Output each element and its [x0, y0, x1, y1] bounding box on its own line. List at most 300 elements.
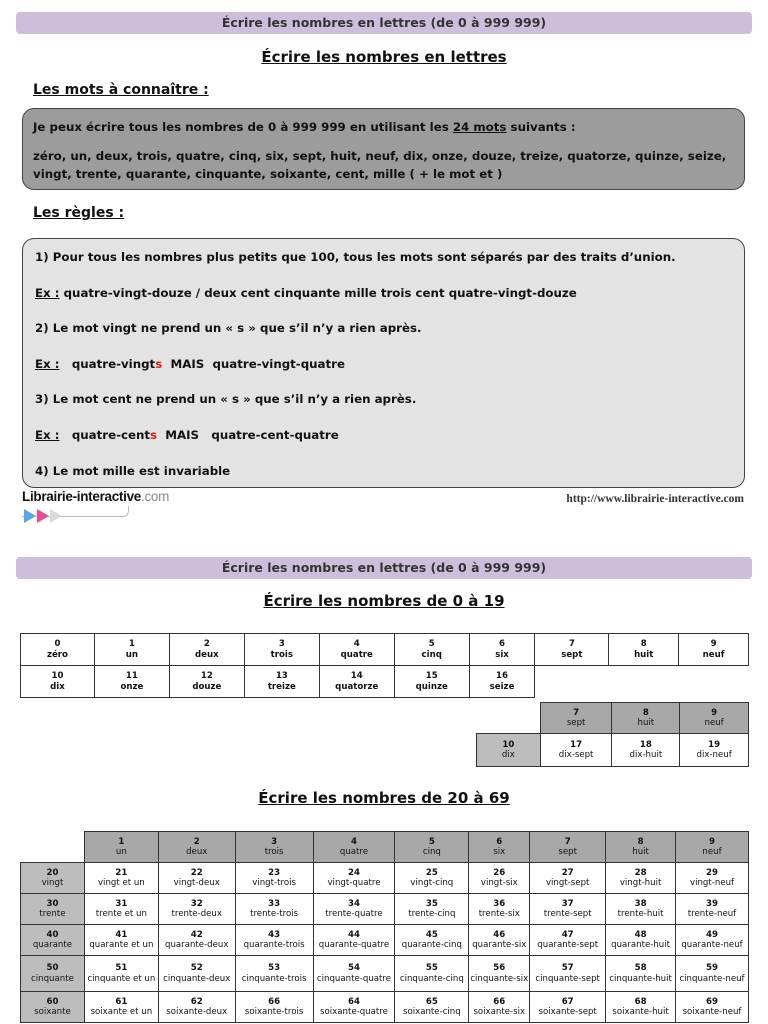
cell-number: 65 — [425, 996, 438, 1007]
number-cell — [84, 894, 158, 925]
example-3-plural-s: s — [150, 427, 158, 442]
cell-word: dix-huit — [629, 750, 663, 760]
rules-box — [22, 238, 745, 488]
cell-word: soixante-huit — [612, 1007, 669, 1017]
cell-word: sept — [558, 847, 577, 857]
footer-logo[interactable] — [22, 489, 169, 504]
number-cell — [394, 634, 469, 666]
number-cell — [235, 894, 313, 925]
cell-word: vingt-neuf — [689, 878, 735, 888]
number-cell — [84, 956, 158, 992]
cell-word: vingt-deux — [173, 878, 220, 888]
number-cell — [395, 956, 469, 992]
cell-word: cinquante-trois — [241, 973, 307, 984]
number-cell — [244, 666, 319, 698]
cell-word: soixante-trois — [244, 1007, 304, 1017]
words-intro-text: Je peux écrire tous les nombres de 0 à 999 999 en utilisant les — [33, 120, 453, 134]
cell-number: 30 — [46, 898, 59, 909]
number-cell — [313, 992, 395, 1023]
words-intro — [33, 118, 734, 136]
cell-word: cinquante-sept — [535, 973, 600, 984]
cell-number: 25 — [425, 867, 438, 878]
cell-word: trente — [39, 909, 66, 919]
cell-word: cinquante — [31, 973, 74, 984]
rule-1: 1) Pour tous les nombres plus petits que 100, tous les mots sont séparés par des traits d’union. — [35, 250, 676, 264]
number-cell — [319, 666, 394, 698]
cell-number: 53 — [268, 963, 281, 973]
cell-number: 67 — [561, 996, 574, 1007]
cell-word: huit — [637, 718, 655, 728]
number-cell — [609, 634, 679, 666]
footer-logo-suffix: .com — [141, 489, 170, 504]
cell-word: quarante-deux — [165, 940, 229, 950]
number-cell — [313, 863, 395, 894]
cell-word: trente-six — [478, 909, 520, 919]
number-cell — [158, 956, 235, 992]
page1-title: Écrire les nombres en lettres — [261, 48, 507, 66]
cell-number: 66 — [268, 996, 281, 1007]
cell-number: 6 — [496, 836, 503, 847]
cell-number: 9 — [709, 836, 715, 847]
cell-word: deux — [186, 847, 208, 857]
cell-number: 51 — [115, 963, 128, 973]
table-row — [21, 863, 749, 894]
cell-number: 34 — [347, 898, 360, 909]
cell-word: deux — [195, 649, 219, 660]
empty-cell — [609, 666, 679, 698]
cell-word: cinquante-six — [470, 973, 529, 984]
table-row — [477, 734, 749, 767]
cell-word: trente-deux — [171, 909, 222, 919]
cell-number: 8 — [642, 707, 649, 718]
cell-number: 47 — [561, 929, 574, 940]
cell-number: 32 — [190, 898, 203, 909]
column-header — [313, 832, 395, 863]
number-cell — [612, 734, 680, 767]
cell-word: trois — [264, 847, 284, 857]
cell-number: 50 — [46, 963, 59, 973]
words-count: 24 mots — [452, 120, 507, 134]
cell-number: 10 — [502, 739, 515, 750]
example-3-counter: quatre-cent-quatre — [211, 427, 339, 442]
cell-word: trente-sept — [543, 909, 592, 919]
number-cell — [313, 956, 395, 992]
number-cell — [84, 992, 158, 1023]
cell-word: trente-cinq — [408, 909, 456, 919]
example-3-word: quatre-cent — [71, 427, 151, 442]
table-row — [21, 925, 749, 956]
row-header — [477, 734, 541, 767]
cell-word: seize — [489, 681, 515, 692]
cell-word: vingt et un — [97, 878, 145, 888]
number-cell — [235, 992, 313, 1023]
cell-number: 28 — [634, 867, 647, 878]
number-cell — [606, 925, 676, 956]
cell-number: 26 — [493, 867, 506, 878]
number-cell — [530, 992, 606, 1023]
cell-number: 39 — [706, 898, 718, 909]
cell-word: soixante-six — [473, 1007, 526, 1017]
number-cell — [469, 894, 530, 925]
cell-word: neuf — [704, 718, 724, 728]
logo-arrows-icon — [24, 509, 62, 523]
example-3 — [35, 426, 732, 462]
number-cell — [679, 634, 749, 666]
cell-word: vingt-six — [480, 878, 518, 888]
cell-number: 20 — [46, 867, 59, 878]
cell-word: cinquante et un — [87, 973, 156, 984]
cell-word: quarante-sept — [537, 940, 599, 950]
cell-word: six — [495, 649, 509, 660]
example-1-text: quatre-vingt-douze / deux cent cinquante mille trois cent quatre-vingt-douze — [59, 285, 577, 300]
number-cell — [606, 863, 676, 894]
cell-word: quarante-quatre — [318, 940, 390, 950]
cell-word: trois — [270, 649, 293, 660]
cell-word: soixante-deux — [166, 1007, 228, 1017]
number-cell — [530, 956, 606, 992]
row-header — [21, 956, 85, 992]
table-0-19 — [20, 633, 749, 698]
number-cell — [676, 956, 749, 992]
table-row — [21, 634, 749, 666]
cell-number: 44 — [347, 929, 360, 940]
cell-number: 7 — [564, 836, 571, 847]
cell-number: 42 — [190, 929, 203, 940]
cell-number: 33 — [268, 898, 281, 909]
cell-word: cinquante-deux — [163, 973, 231, 984]
cell-word: neuf — [702, 649, 725, 660]
corner-cell — [21, 832, 85, 863]
cell-number: 12 — [200, 671, 213, 681]
words-heading: Les mots à connaître : — [33, 82, 209, 98]
cell-word: six — [493, 847, 506, 857]
cell-word: soixante et un — [90, 1007, 153, 1017]
number-cell — [235, 925, 313, 956]
column-header — [395, 832, 469, 863]
row-header — [21, 992, 85, 1023]
cell-number: 64 — [347, 996, 360, 1007]
cell-number: 69 — [706, 996, 718, 1007]
cell-number: 9 — [710, 639, 717, 649]
cell-word: cinquante-huit — [609, 973, 672, 984]
cell-word: quatre — [340, 649, 373, 660]
cell-number: 31 — [115, 898, 128, 909]
empty-cell — [535, 666, 609, 698]
page2-banner: Écrire les nombres en lettres (de 0 à 999 999) — [16, 557, 752, 579]
cell-number: 68 — [634, 996, 647, 1007]
cell-number: 61 — [115, 996, 128, 1007]
cell-word: vingt-cinq — [410, 878, 454, 888]
cell-word: quarante-trois — [243, 940, 305, 950]
cell-number: 59 — [706, 963, 718, 973]
cell-word: sept — [561, 649, 583, 660]
cell-word: cinquante-neuf — [679, 973, 745, 984]
number-cell — [535, 634, 609, 666]
number-cell — [395, 894, 469, 925]
number-cell — [235, 863, 313, 894]
cell-number: 48 — [634, 929, 647, 940]
cell-word: trente et un — [95, 909, 147, 919]
cell-word: neuf — [702, 847, 722, 857]
cell-number: 6 — [499, 639, 506, 649]
rule-4: 4) Le mot mille est invariable — [35, 463, 231, 478]
cell-number: 55 — [425, 963, 438, 973]
number-cell — [319, 634, 394, 666]
cell-word: cinquante-quatre — [316, 973, 392, 984]
example-2 — [35, 355, 732, 391]
cell-word: huit — [634, 649, 654, 660]
cell-word: trente-trois — [250, 909, 299, 919]
rules-heading: Les règles : — [33, 205, 125, 221]
cell-word: trente-huit — [617, 909, 664, 919]
cell-number: 35 — [425, 898, 438, 909]
number-cell — [530, 894, 606, 925]
cell-word: soixante-neuf — [682, 1007, 742, 1017]
example-2-word: quatre-vingt — [71, 356, 156, 371]
cell-word: quinze — [415, 681, 448, 692]
example-2-counter: quatre-vingt-quatre — [212, 356, 345, 371]
number-cell — [606, 992, 676, 1023]
cell-number: 54 — [347, 963, 360, 973]
cell-number: 45 — [425, 929, 438, 940]
cell-word: trente-quatre — [325, 909, 383, 919]
cell-number: 62 — [190, 996, 203, 1007]
cell-number: 3 — [278, 639, 285, 649]
number-cell — [21, 666, 95, 698]
cell-number: 52 — [190, 963, 203, 973]
number-cell — [469, 634, 535, 666]
table-header-row — [477, 703, 749, 734]
column-header — [676, 832, 749, 863]
cell-number: 14 — [350, 671, 363, 681]
page1-banner: Écrire les nombres en lettres (de 0 à 999 999) — [16, 12, 752, 34]
example-2-plural-s: s — [155, 356, 163, 371]
cell-number: 18 — [639, 739, 652, 750]
cell-word: dix — [501, 750, 515, 760]
number-cell — [158, 925, 235, 956]
example-2-mais: MAIS — [170, 356, 205, 371]
table-header-row — [21, 832, 749, 863]
cell-number: 5 — [428, 836, 435, 847]
column-header — [469, 832, 530, 863]
row-header — [21, 925, 85, 956]
cell-number: 0 — [54, 639, 61, 649]
cell-word: vingt-trois — [252, 878, 296, 888]
number-cell — [395, 863, 469, 894]
cell-word: quatre — [339, 847, 369, 857]
cell-number: 17 — [570, 739, 583, 750]
cell-number: 13 — [275, 671, 288, 681]
corner-cell — [477, 703, 541, 734]
number-cell — [676, 925, 749, 956]
cell-number: 36 — [493, 898, 506, 909]
cell-number: 7 — [573, 707, 580, 718]
cell-word: soixante-sept — [538, 1007, 597, 1017]
column-header — [680, 703, 749, 734]
number-cell — [21, 634, 95, 666]
number-cell — [469, 666, 535, 698]
column-header — [540, 703, 612, 734]
table-row — [21, 894, 749, 925]
table-row — [21, 992, 749, 1023]
column-header — [612, 703, 680, 734]
cell-number: 3 — [271, 836, 278, 847]
cell-number: 15 — [425, 671, 438, 681]
rule-2: 2) Le mot vingt ne prend un « s » que s’il n’y a rien après. — [35, 321, 422, 336]
column-header — [235, 832, 313, 863]
row-header — [21, 863, 85, 894]
example-label: Ex : — [35, 285, 60, 300]
cell-word: quarante — [32, 940, 72, 950]
number-cell — [94, 634, 169, 666]
cell-number: 58 — [634, 963, 647, 973]
cell-word: vingt-quatre — [327, 878, 381, 888]
cell-number: 8 — [637, 836, 644, 847]
title-0-19: Écrire les nombres de 0 à 19 — [263, 592, 505, 610]
cell-number: 22 — [190, 867, 203, 878]
cell-number: 2 — [203, 639, 210, 649]
cell-word: quarante-huit — [611, 940, 670, 950]
number-cell — [158, 863, 235, 894]
number-cell — [169, 666, 244, 698]
example-1 — [35, 284, 732, 320]
column-header — [84, 832, 158, 863]
cell-number: 40 — [46, 929, 59, 940]
cell-number: 11 — [125, 671, 138, 681]
cell-number: 57 — [561, 963, 574, 973]
title-20-69: Écrire les nombres de 20 à 69 — [258, 789, 510, 807]
number-cell — [94, 666, 169, 698]
cell-number: 43 — [268, 929, 281, 940]
number-cell — [394, 666, 469, 698]
number-cell — [395, 992, 469, 1023]
table-20-69 — [20, 831, 749, 1023]
cell-word: un — [125, 649, 139, 660]
cell-word: un — [115, 847, 127, 857]
cell-number: 5 — [428, 639, 435, 649]
number-cell — [530, 863, 606, 894]
cell-word: quarante-neuf — [681, 940, 743, 950]
words-list: zéro, un, deux, trois, quatre, cinq, six, sept, huit, neuf, dix, onze, douze, treize, quatorze, quinze, seize, vingt, trente, quarante, cinquante, soixante, cent, mille ( + le mot et ) — [33, 149, 727, 181]
cell-word: quatorze — [335, 681, 379, 692]
cell-word: quarante-cinq — [401, 940, 462, 950]
number-cell — [676, 992, 749, 1023]
cell-number: 21 — [115, 867, 128, 878]
cell-word: dix — [50, 681, 65, 692]
table-17-19 — [476, 702, 749, 767]
cell-number: 27 — [561, 867, 574, 878]
table-row — [21, 666, 749, 698]
number-cell — [158, 894, 235, 925]
cell-number: 41 — [115, 929, 128, 940]
cell-word: zéro — [46, 649, 68, 660]
cell-word: trente-neuf — [687, 909, 737, 919]
number-cell — [676, 894, 749, 925]
table-row — [21, 956, 749, 992]
number-cell — [676, 863, 749, 894]
example-label: Ex : — [35, 356, 60, 371]
number-cell — [313, 925, 395, 956]
cell-number: 23 — [268, 867, 281, 878]
cell-number: 1 — [128, 639, 135, 649]
cell-word: vingt — [41, 878, 64, 888]
number-cell — [84, 863, 158, 894]
number-cell — [469, 992, 530, 1023]
cell-number: 2 — [193, 836, 200, 847]
cell-number: 66 — [493, 996, 506, 1007]
column-header — [158, 832, 235, 863]
cell-word: cinq — [422, 847, 441, 857]
number-cell — [540, 734, 612, 767]
number-cell — [606, 894, 676, 925]
footer-url-link[interactable]: http://www.librairie-interactive.com — [566, 493, 744, 505]
cell-word: quarante et un — [89, 940, 154, 950]
column-header — [530, 832, 606, 863]
cell-word: treize — [267, 681, 296, 692]
number-cell — [606, 956, 676, 992]
cell-number: 7 — [568, 639, 575, 649]
cell-word: onze — [120, 681, 144, 692]
cell-number: 29 — [706, 867, 718, 878]
example-3-mais: MAIS — [165, 427, 200, 442]
number-cell — [469, 956, 530, 992]
cell-number: 38 — [634, 898, 647, 909]
cell-word: cinquante-cinq — [399, 973, 464, 984]
number-cell — [395, 925, 469, 956]
cell-number: 24 — [347, 867, 360, 878]
cell-number: 37 — [561, 898, 574, 909]
cell-number: 9 — [711, 707, 718, 718]
number-cell — [169, 634, 244, 666]
cell-word: soixante-quatre — [320, 1007, 388, 1017]
words-intro-end: suivants : — [506, 120, 576, 134]
cell-number: 49 — [706, 929, 718, 940]
cell-number: 16 — [496, 671, 509, 681]
cell-number: 4 — [350, 836, 357, 847]
words-box — [22, 108, 745, 190]
empty-cell — [679, 666, 749, 698]
cell-word: soixante-cinq — [403, 1007, 461, 1017]
cell-word: soixante — [34, 1007, 71, 1017]
number-cell — [313, 894, 395, 925]
cell-word: huit — [632, 847, 649, 857]
cell-word: vingt-huit — [619, 878, 662, 888]
example-label: Ex : — [35, 427, 60, 442]
cell-word: vingt-sept — [545, 878, 590, 888]
cell-number: 19 — [708, 739, 721, 750]
number-cell — [530, 925, 606, 956]
rule-3: 3) Le mot cent ne prend un « s » que s’il n’y a rien après. — [35, 392, 417, 407]
cell-word: quarante-six — [472, 940, 527, 950]
row-header — [21, 894, 85, 925]
cell-word: cinq — [421, 649, 442, 660]
column-header — [606, 832, 676, 863]
cell-number: 60 — [46, 996, 59, 1007]
cell-number: 4 — [353, 639, 360, 649]
cell-word: dix-sept — [558, 750, 594, 760]
number-cell — [680, 734, 749, 767]
number-cell — [469, 863, 530, 894]
number-cell — [469, 925, 530, 956]
cell-word: dix-neuf — [696, 750, 732, 760]
cell-word: douze — [192, 681, 222, 692]
number-cell — [244, 634, 319, 666]
number-cell — [235, 956, 313, 992]
footer-logo-text: Librairie-interactive — [22, 489, 141, 504]
cell-number: 46 — [493, 929, 506, 940]
cell-word: sept — [566, 718, 586, 728]
cell-number: 10 — [51, 671, 64, 681]
